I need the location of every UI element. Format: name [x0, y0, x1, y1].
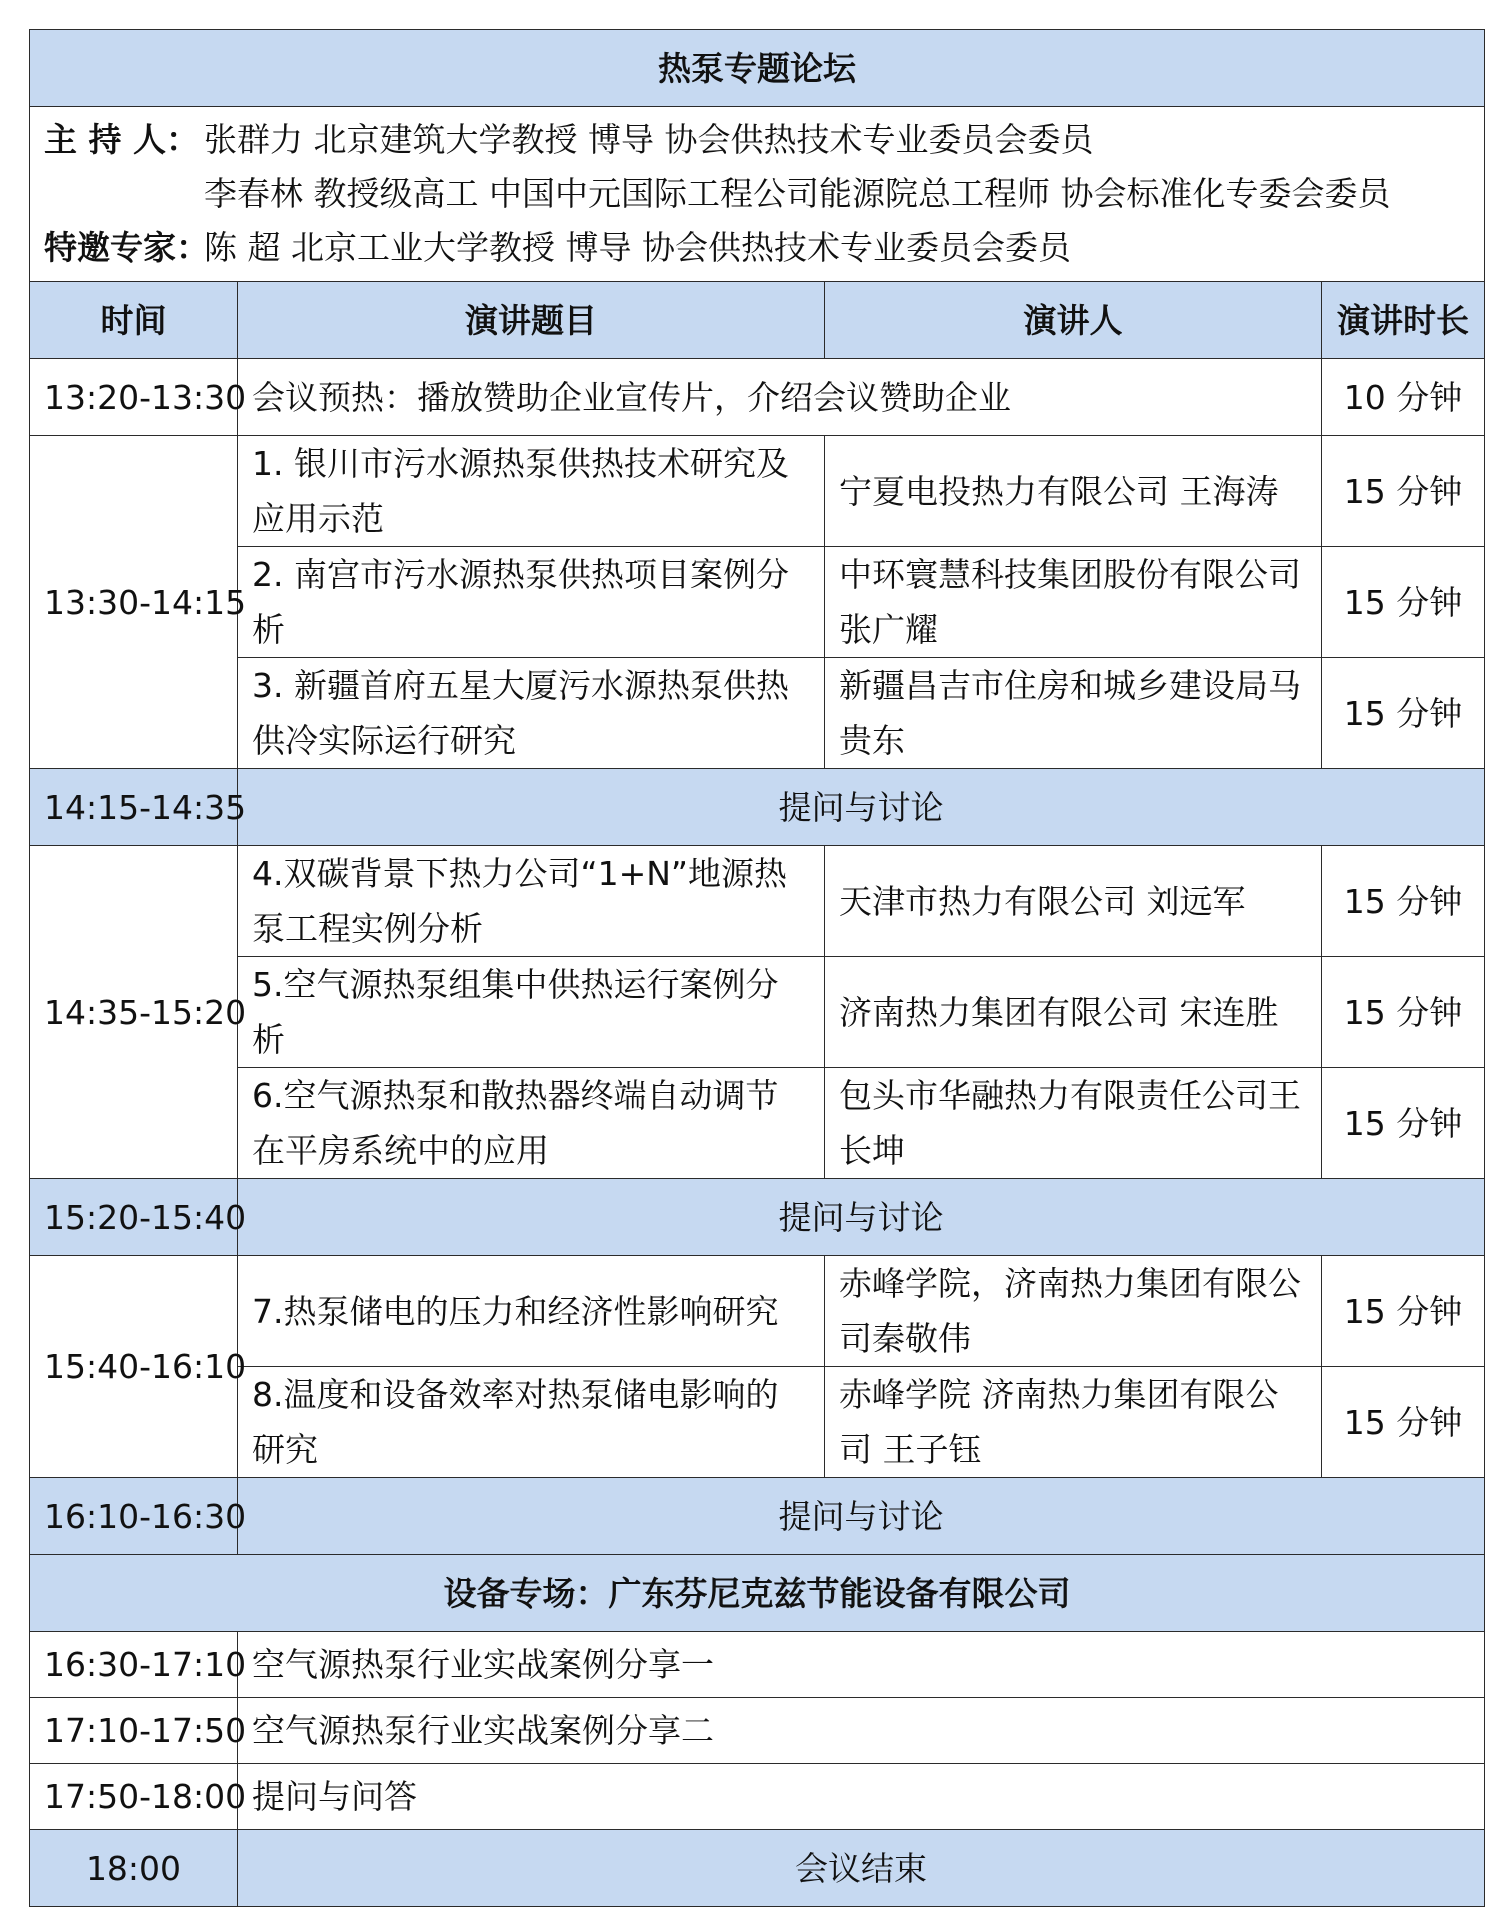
host-label: 主 持 人：: [44, 120, 199, 159]
warmup-duration: 10 分钟: [1322, 359, 1485, 436]
host-name-1: 张群力 北京建筑大学教授 博导 协会供热技术专业委员会委员: [204, 120, 1094, 159]
talk-speaker: 赤峰学院，济南热力集团有限公司秦敬伟: [825, 1256, 1322, 1367]
expert-line: [44, 221, 1470, 275]
page-title: 热泵专题论坛: [30, 30, 1485, 107]
host-line-1: [44, 113, 1470, 167]
talk-duration: 15 分钟: [1322, 436, 1485, 547]
talk-duration: 15 分钟: [1322, 1256, 1485, 1367]
talk-speaker: 新疆昌吉市住房和城乡建设局马贵东: [825, 658, 1322, 769]
equipment-time: 17:10-17:50: [30, 1698, 238, 1764]
talk-duration: 15 分钟: [1322, 547, 1485, 658]
talk-duration: 15 分钟: [1322, 846, 1485, 957]
qa-time: 15:20-15:40: [30, 1179, 238, 1256]
talk-row: [30, 957, 1485, 1068]
talk-row: [30, 846, 1485, 957]
talk-topic: 7.热泵储电的压力和经济性影响研究: [238, 1256, 825, 1367]
closing-time: 18:00: [30, 1830, 238, 1907]
talk-speaker: 赤峰学院 济南热力集团有限公司 王子钰: [825, 1367, 1322, 1478]
qa-text: 提问与讨论: [238, 769, 1485, 846]
header-time: 时间: [30, 282, 238, 359]
warmup-topic: 会议预热：播放赞助企业宣传片，介绍会议赞助企业: [238, 359, 1322, 436]
talk-topic: 8.温度和设备效率对热泵储电影响的研究: [238, 1367, 825, 1478]
talk-speaker: 济南热力集团有限公司 宋连胜: [825, 957, 1322, 1068]
session-time: 15:40-16:10: [30, 1256, 238, 1478]
qa-row: [30, 1478, 1485, 1555]
talk-row: [30, 436, 1485, 547]
talk-topic: 4.双碳背景下热力公司“1+N”地源热泵工程实例分析: [238, 846, 825, 957]
talk-duration: 15 分钟: [1322, 1367, 1485, 1478]
talk-duration: 15 分钟: [1322, 1068, 1485, 1179]
closing-text: 会议结束: [238, 1830, 1485, 1907]
equipment-row: [30, 1698, 1485, 1764]
talk-topic: 6.空气源热泵和散热器终端自动调节在平房系统中的应用: [238, 1068, 825, 1179]
equipment-text: 空气源热泵行业实战案例分享一: [238, 1632, 1485, 1698]
equipment-row: [30, 1632, 1485, 1698]
talk-speaker: 包头市华融热力有限责任公司王长坤: [825, 1068, 1322, 1179]
hosts-cell: [30, 107, 1485, 282]
expert-label: 特邀专家：: [44, 228, 209, 267]
qa-row: [30, 769, 1485, 846]
column-header-row: [30, 282, 1485, 359]
qa-time: 16:10-16:30: [30, 1478, 238, 1555]
talk-row: [30, 1068, 1485, 1179]
talk-row: [30, 1367, 1485, 1478]
host-line-2: [44, 167, 1470, 221]
hosts-row: [30, 107, 1485, 282]
expert-name: 陈 超 北京工业大学教授 博导 协会供热技术专业委员会委员: [204, 228, 1071, 267]
talk-topic: 3. 新疆首府五星大厦污水源热泵供热供冷实际运行研究: [238, 658, 825, 769]
talk-topic: 1. 银川市污水源热泵供热技术研究及应用示范: [238, 436, 825, 547]
session-time: 14:35-15:20: [30, 846, 238, 1179]
equipment-text: 提问与问答: [238, 1764, 1485, 1830]
equipment-row: [30, 1764, 1485, 1830]
equipment-title: 设备专场：广东芬尼克兹节能设备有限公司: [30, 1555, 1485, 1632]
warmup-row: [30, 359, 1485, 436]
header-topic: 演讲题目: [238, 282, 825, 359]
closing-row: [30, 1830, 1485, 1907]
talk-row: [30, 547, 1485, 658]
title-row: [30, 30, 1485, 107]
equipment-text: 空气源热泵行业实战案例分享二: [238, 1698, 1485, 1764]
talk-duration: 15 分钟: [1322, 957, 1485, 1068]
talk-topic: 2. 南宫市污水源热泵供热项目案例分析: [238, 547, 825, 658]
equipment-title-row: [30, 1555, 1485, 1632]
warmup-time: 13:20-13:30: [30, 359, 238, 436]
qa-text: 提问与讨论: [238, 1478, 1485, 1555]
qa-row: [30, 1179, 1485, 1256]
header-speaker: 演讲人: [825, 282, 1322, 359]
talk-speaker: 天津市热力有限公司 刘远军: [825, 846, 1322, 957]
agenda-table: [29, 29, 1485, 1907]
talk-speaker: 中环寰慧科技集团股份有限公司张广耀: [825, 547, 1322, 658]
header-duration: 演讲时长: [1322, 282, 1485, 359]
talk-row: [30, 1256, 1485, 1367]
qa-time: 14:15-14:35: [30, 769, 238, 846]
equipment-time: 17:50-18:00: [30, 1764, 238, 1830]
equipment-time: 16:30-17:10: [30, 1632, 238, 1698]
qa-text: 提问与讨论: [238, 1179, 1485, 1256]
talk-topic: 5.空气源热泵组集中供热运行案例分析: [238, 957, 825, 1068]
session-time: 13:30-14:15: [30, 436, 238, 769]
host-name-2: 李春林 教授级高工 中国中元国际工程公司能源院总工程师 协会标准化专委会委员: [204, 174, 1391, 213]
talk-duration: 15 分钟: [1322, 658, 1485, 769]
talk-speaker: 宁夏电投热力有限公司 王海涛: [825, 436, 1322, 547]
talk-row: [30, 658, 1485, 769]
